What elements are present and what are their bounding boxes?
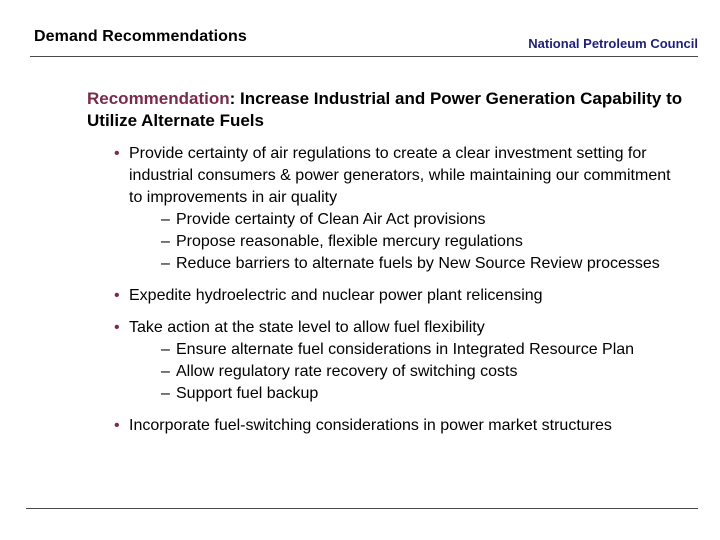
sub-item xyxy=(114,209,684,231)
bullet-item xyxy=(114,285,684,307)
bullet-text: Expedite hydroelectric and nuclear power plant relicensing xyxy=(129,287,543,304)
dash-glyph: – xyxy=(161,385,170,402)
dash-glyph: – xyxy=(161,211,170,228)
footer-divider xyxy=(26,508,698,509)
sub-list xyxy=(114,209,684,275)
dash-glyph: – xyxy=(161,255,170,272)
sub-list xyxy=(114,339,684,405)
organization-name: National Petroleum Council xyxy=(528,36,698,51)
recommendation-heading xyxy=(87,88,687,132)
sub-item xyxy=(114,253,684,275)
bullet-dot: • xyxy=(114,287,120,304)
sub-item xyxy=(114,231,684,253)
bullet-text: Incorporate fuel-switching considerations in power market structures xyxy=(129,417,612,434)
recommendation-label: Recommendation xyxy=(87,89,230,108)
slide-section-title: Demand Recommendations xyxy=(34,28,247,45)
sub-item xyxy=(114,361,684,383)
bullet-item xyxy=(114,317,684,339)
dash-glyph: – xyxy=(161,363,170,380)
bullet-dot: • xyxy=(114,145,120,162)
sub-item xyxy=(114,383,684,405)
sub-text: Propose reasonable, flexible mercury regulations xyxy=(176,233,523,250)
sub-text: Ensure alternate fuel considerations in Integrated Resource Plan xyxy=(176,341,635,358)
sub-text: Support fuel backup xyxy=(176,385,319,402)
header-divider xyxy=(30,56,698,57)
sub-text: Allow regulatory rate recovery of switching costs xyxy=(176,363,518,380)
sub-item xyxy=(114,339,684,361)
bullet-text: Provide certainty of air regulations to create a clear investment setting for industrial consumers & power generators, while maintaining our commitment to improvements in air quality xyxy=(129,145,671,206)
bullet-dot: • xyxy=(114,319,120,336)
sub-text: Reduce barriers to alternate fuels by New Source Review processes xyxy=(176,255,660,272)
bullet-text: Take action at the state level to allow fuel flexibility xyxy=(129,319,485,336)
bullet-dot: • xyxy=(114,417,120,434)
dash-glyph: – xyxy=(161,341,170,358)
dash-glyph: – xyxy=(161,233,170,250)
recommendation-text: Increase Industrial and Power Generation Capability to Utilize Alternate Fuels xyxy=(87,89,683,130)
sub-text: Provide certainty of Clean Air Act provisions xyxy=(176,211,486,228)
bullet-item xyxy=(114,415,684,437)
bullet-item xyxy=(114,143,684,209)
recommendation-separator: : xyxy=(229,89,236,108)
bullet-list xyxy=(114,143,684,437)
